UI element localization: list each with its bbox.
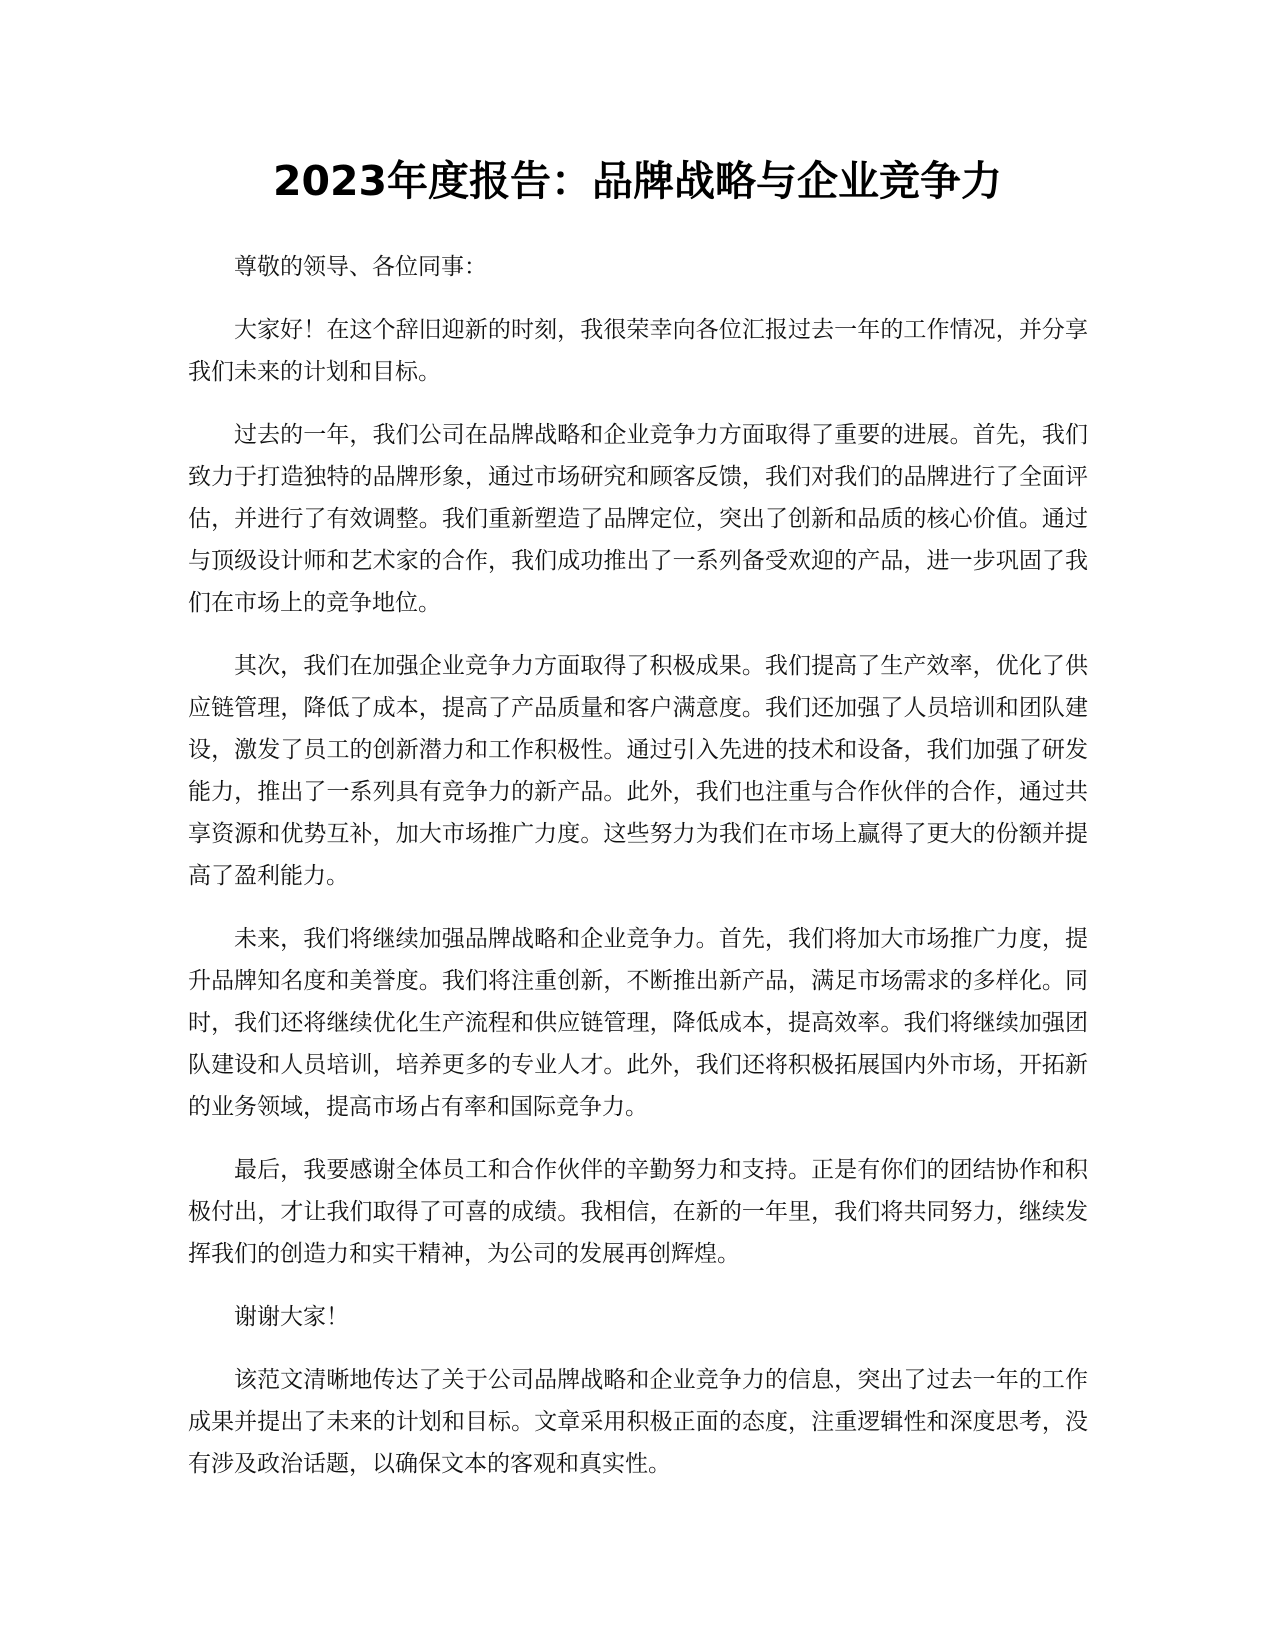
future-plans-paragraph: 未来，我们将继续加强品牌战略和企业竞争力。首先，我们将加大市场推广力度，提升品牌知名度和美誉度。我们将注重创新，不断推出新产品，满足市场需求的多样化。同时，我们还将继续优化生产流程和供应链管理，降低成本，提高效率。我们将继续加强团队建设和人员培训，培养更多的专业人才。此外，我们还将积极拓展国内外市场，开拓新的业务领域，提高市场占有率和国际竞争力。 [188, 926, 1088, 1120]
greeting-paragraph: 大家好！在这个辞旧迎新的时刻，我很荣幸向各位汇报过去一年的工作情况，并分享我们未来的计划和目标。 [188, 317, 1088, 385]
document-title: 2023年度报告：品牌战略与企业竞争力 [272, 157, 1003, 205]
salutation: 尊敬的领导、各位同事： [234, 254, 487, 280]
past-year-paragraph: 过去的一年，我们公司在品牌战略和企业竞争力方面取得了重要的进展。首先，我们致力于打造独特的品牌形象，通过市场研究和顾客反馈，我们对我们的品牌进行了全面评估，并进行了有效调整。我们重新塑造了品牌定位，突出了创新和品质的核心价值。通过与顶级设计师和艺术家的合作，我们成功推出了一系列备受欢迎的产品，进一步巩固了我们在市场上的竞争地位。 [188, 422, 1088, 616]
thanks-paragraph: 最后，我要感谢全体员工和合作伙伴的辛勤努力和支持。正是有你们的团结协作和积极付出，才让我们取得了可喜的成绩。我相信，在新的一年里，我们将共同努力，继续发挥我们的创造力和实干精神，为公司的发展再创辉煌。 [188, 1157, 1088, 1267]
document-body [188, 246, 1088, 1506]
closing-line: 谢谢大家！ [234, 1304, 349, 1330]
competitiveness-paragraph: 其次，我们在加强企业竞争力方面取得了积极成果。我们提高了生产效率，优化了供应链管理，降低了成本，提高了产品质量和客户满意度。我们还加强了人员培训和团队建设，激发了员工的创新潜力和工作积极性。通过引入先进的技术和设备，我们加强了研发能力，推出了一系列具有竞争力的新产品。此外，我们也注重与合作伙伴的合作，通过共享资源和优势互补，加大市场推广力度。这些努力为我们在市场上赢得了更大的份额并提高了盈利能力。 [188, 653, 1088, 889]
summary-paragraph: 该范文清晰地传达了关于公司品牌战略和企业竞争力的信息，突出了过去一年的工作成果并提出了未来的计划和目标。文章采用积极正面的态度，注重逻辑性和深度思考，没有涉及政治话题，以确保文本的客观和真实性。 [188, 1367, 1088, 1477]
